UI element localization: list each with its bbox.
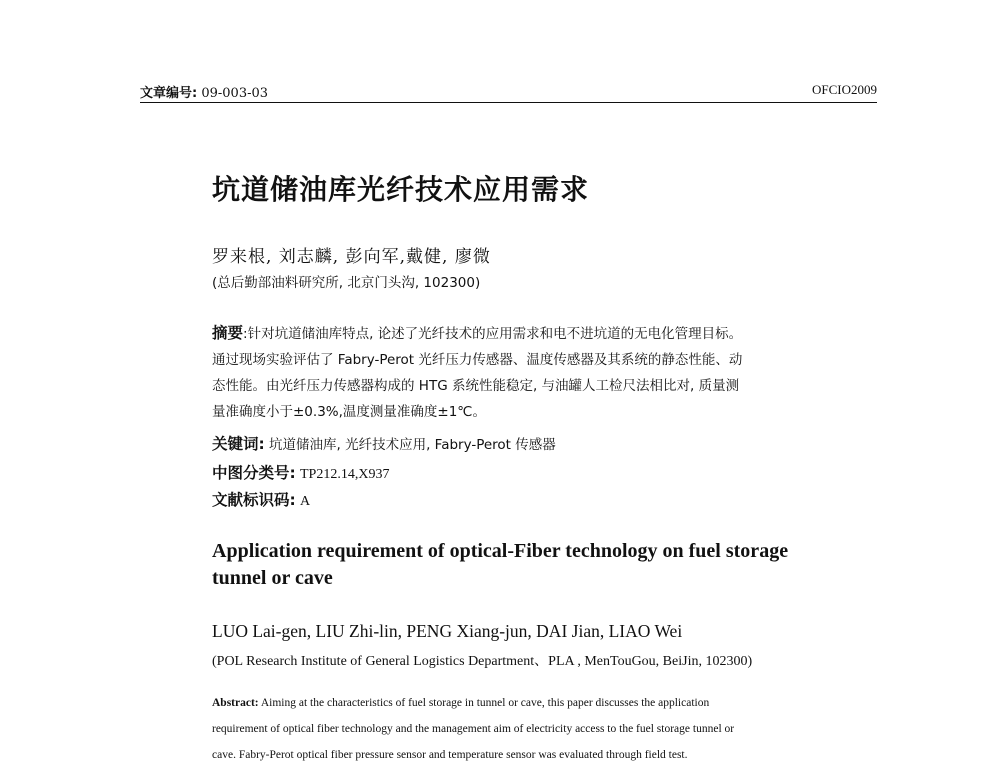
english-abstract-label: Abstract: [212,697,259,709]
keywords-value: 坑道储油库, 光纤技术应用, Fabry-Perot 传感器 [269,437,556,453]
english-affiliation: (POL Research Institute of General Logistics Department、PLA , MenTouGou, BeiJin, 102300) [212,654,753,669]
document-code-value: A [300,494,311,509]
keywords-label: 关键词: [212,435,265,453]
abstract-label: 摘要 [212,324,244,342]
english-abstract [212,690,810,768]
abstract-line: 态性能。由光纤压力传感器构成的 HTG 系统性能稳定, 与油罐人工检尺法相比对, 质量测 [212,378,740,394]
english-authors: LUO Lai-gen, LIU Zhi-lin, PENG Xiang-jun, DAI Jian, LIAO Wei [212,621,683,641]
abstract-line: 通过现场实验评估了 Fabry-Perot 光纤压力传感器、温度传感器及其系统的静态性能、动 [212,352,743,368]
chinese-title: 坑道储油库光纤技术应用需求 [212,173,590,206]
keywords [212,432,812,454]
article-number [140,82,268,101]
abstract-line: Abstract: Aiming at the characteristics of fuel storage in tunnel or cave, this paper discusses the application [212,697,710,709]
abstract-line: 量准确度小于±0.3%,温度测量准确度±1℃。 [212,404,486,420]
article-number-label: 文章编号: [140,86,198,101]
chinese-affiliation: (总后勤部油料研究所, 北京门头沟, 102300) [212,275,481,291]
chinese-authors: 罗来根, 刘志麟, 彭向军,戴健, 廖微 [212,247,491,267]
page-header [140,80,877,103]
abstract-line: cave. Fabry-Perot optical fiber pressure sensor and temperature sensor was evaluated through field test. [212,749,688,761]
document-code-label: 文献标识码: [212,491,296,509]
classification-number [212,461,812,483]
abstract-line: 摘要:针对坑道储油库特点, 论述了光纤技术的应用需求和电不进坑道的无电化管理目标。 [212,324,743,342]
abstract-line: requirement of optical fiber technology and the management aim of electricity access to the fuel storage tunnel or [212,723,735,735]
article-number-value: 09-003-03 [201,86,269,101]
classification-label: 中图分类号: [212,464,296,482]
classification-value: TP212.14,X937 [300,467,390,482]
english-title: Application requirement of optical-Fiber technology on fuel storage tunnel or cave [212,540,789,589]
document-code [212,488,812,510]
conference-code: OFCIO2009 [811,82,877,97]
chinese-abstract [212,320,808,425]
